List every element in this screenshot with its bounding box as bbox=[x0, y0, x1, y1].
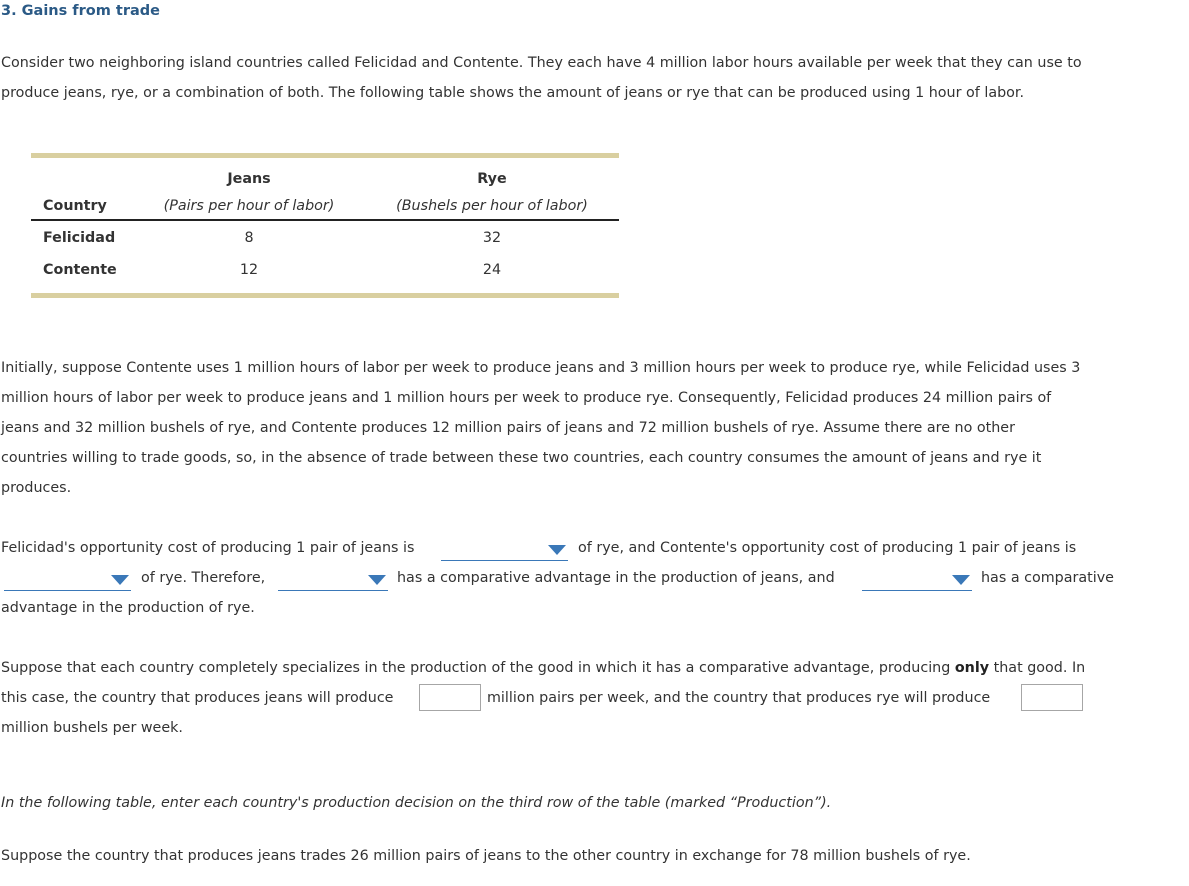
trade-text: Suppose the country that produces jeans trades 26 million pairs of jeans to the other country in exchange for 78 million bushels of rye. bbox=[1, 848, 971, 864]
felicidad-opportunity-cost-dropdown[interactable] bbox=[441, 540, 568, 561]
rye-production-input[interactable] bbox=[1021, 684, 1083, 711]
header-rule bbox=[31, 219, 619, 221]
chevron-down-icon bbox=[548, 545, 566, 555]
chevron-down-icon bbox=[111, 575, 129, 585]
opportunity-text-3: of rye. Therefore, bbox=[141, 570, 266, 586]
initial-line-3: jeans and 32 million bushels of rye, and Contente produces 12 million pairs of jeans and 72 million bushels of rye. Assume there are no other bbox=[1, 420, 1015, 436]
chevron-down-icon bbox=[952, 575, 970, 585]
jeans-production-input[interactable] bbox=[419, 684, 481, 711]
row-rye: 24 bbox=[482, 262, 502, 278]
specialize-text-4: million bushels per week. bbox=[1, 720, 183, 736]
opportunity-text-4: has a comparative advantage in the production of jeans, and bbox=[397, 570, 835, 586]
row-country: Felicidad bbox=[43, 230, 116, 246]
specialize-text-1: Suppose that each country completely specializes in the production of the good in which it has a comparative advantage, producing bbox=[1, 660, 951, 676]
header-country: Country bbox=[43, 198, 107, 214]
table-bottom-bar bbox=[31, 293, 619, 298]
header-jeans-unit: (Pairs per hour of labor) bbox=[163, 198, 335, 214]
specialize-text-1-end: that good. In bbox=[993, 660, 1086, 676]
jeans-advantage-country-dropdown[interactable] bbox=[278, 570, 388, 591]
opportunity-text-2: of rye, and Contente's opportunity cost of producing 1 pair of jeans is bbox=[578, 540, 1077, 556]
row-rye: 32 bbox=[482, 230, 502, 246]
specialize-line-1 bbox=[1, 660, 1085, 676]
row-jeans: 12 bbox=[239, 262, 259, 278]
initial-line-5: produces. bbox=[1, 480, 72, 496]
initial-line-4: countries willing to trade goods, so, in the absence of trade between these two countries, each country consumes the amount of jeans and rye it bbox=[1, 450, 1042, 466]
opportunity-text-6: advantage in the production of rye. bbox=[1, 600, 255, 616]
specialize-text-2: this case, the country that produces jeans will produce bbox=[1, 690, 394, 706]
row-jeans: 8 bbox=[244, 230, 254, 246]
productivity-table bbox=[31, 153, 619, 299]
specialize-only-bold: only bbox=[954, 660, 990, 676]
opportunity-text-5: has a comparative bbox=[981, 570, 1114, 586]
intro-line-2: produce jeans, rye, or a combination of both. The following table shows the amount of jeans or rye that can be produced using 1 hour of labor. bbox=[1, 85, 1025, 101]
row-country: Contente bbox=[43, 262, 117, 278]
initial-line-2: million hours of labor per week to produce jeans and 1 million hours per week to produce rye. Consequently, Felicidad produces 24 million pairs of bbox=[1, 390, 1052, 406]
opportunity-text-1: Felicidad's opportunity cost of producing 1 pair of jeans is bbox=[1, 540, 415, 556]
section-title: 3. Gains from trade bbox=[1, 3, 160, 19]
intro-line-1: Consider two neighboring island countries called Felicidad and Contente. They each have 4 million labor hours available per week that they can use to bbox=[1, 55, 1082, 71]
header-rye: Rye bbox=[477, 171, 507, 187]
chevron-down-icon bbox=[368, 575, 386, 585]
header-jeans: Jeans bbox=[227, 171, 271, 187]
header-rye-unit: (Bushels per hour of labor) bbox=[396, 198, 588, 214]
initial-line-1: Initially, suppose Contente uses 1 million hours of labor per week to produce jeans and 3 million hours per week to produce rye, while Felicidad uses 3 bbox=[1, 360, 1081, 376]
rye-advantage-country-dropdown[interactable] bbox=[862, 570, 972, 591]
table-top-bar bbox=[31, 153, 619, 158]
contente-opportunity-cost-dropdown[interactable] bbox=[4, 570, 131, 591]
table-instruction: In the following table, enter each country's production decision on the third row of the table (marked “Production”). bbox=[1, 795, 832, 811]
specialize-text-3: million pairs per week, and the country that produces rye will produce bbox=[487, 690, 991, 706]
